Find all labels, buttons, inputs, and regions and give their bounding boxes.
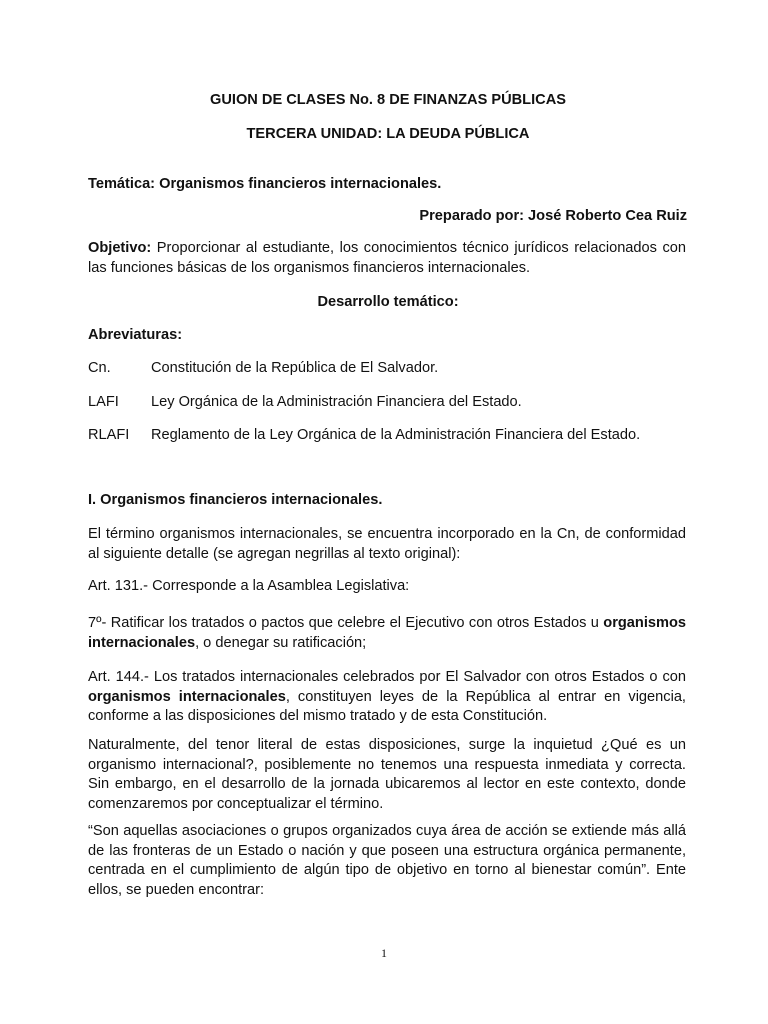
abbreviation-key: Cn.: [88, 360, 111, 376]
tematica-heading: Temática: Organismos financieros internacionales.: [88, 176, 442, 192]
abbreviation-row: [88, 393, 688, 413]
paragraph-definition-quote: “Son aquellas asociaciones o grupos organizados cuya área de acción se extiende más allá de las fronteras de un Estado o nación y que poseen una estructura orgánica permanente, centrada en el cumplimiento de algún tipo de objetivo en torno al bienestar común”. Ente ellos, se pueden encontrar:: [88, 823, 686, 898]
item-7-text-b: , o denegar su ratificación;: [195, 634, 367, 651]
art-144-text-b: , constituyen leyes de la República al entrar en vigencia, conforme a las disposiciones del mismo tratado y de esta Constitución.: [88, 688, 686, 724]
objetivo-paragraph: [88, 239, 686, 278]
section-1-heading: I. Organismos financieros internacionales.: [88, 492, 383, 508]
abbreviation-value: Reglamento de la Ley Orgánica de la Administración Financiera del Estado.: [151, 427, 641, 443]
objetivo-text: Proporcionar al estudiante, los conocimientos técnico jurídicos relacionados con las funciones básicas de los organismos financieros internacionales.: [88, 240, 686, 276]
art-131-line: Art. 131.- Corresponde a la Asamblea Legislativa:: [88, 578, 410, 594]
page-number: 1: [381, 946, 387, 960]
item-7-paragraph: [88, 614, 686, 653]
abbreviation-value: Constitución de la República de El Salvador.: [151, 360, 439, 376]
art-144-paragraph: [88, 668, 686, 727]
abbreviation-key: RLAFI: [88, 427, 130, 443]
abbreviation-row: [88, 359, 688, 379]
art-144-emphasis: organismos internacionales: [88, 688, 286, 705]
abreviaturas-heading: Abreviaturas:: [88, 327, 183, 343]
paragraph-naturalmente: Naturalmente, del tenor literal de estas disposiciones, surge la inquietud ¿Qué es un organismo internacional?, posiblemente no tenemos una respuesta inmediata y correcta. Sin embargo, en el desarrollo de la jornada ubicaremos al lector en este contexto, donde comenzaremos por conceptualizar el término.: [88, 737, 686, 812]
paragraph-termino: El término organismos internacionales, se encuentra incorporado en la Cn, de conformidad al siguiente detalle (se agregan negrillas al texto original):: [88, 526, 686, 562]
desarrollo-heading: Desarrollo temático:: [317, 294, 459, 310]
abbreviation-value: Ley Orgánica de la Administración Financiera del Estado.: [151, 394, 522, 410]
abbreviation-row: [88, 426, 688, 446]
objetivo-label: Objetivo:: [88, 240, 152, 256]
document-title: GUION DE CLASES No. 8 DE FINANZAS PÚBLICAS: [210, 92, 566, 108]
item-7-emphasis: organismos internacionales: [88, 615, 686, 651]
abbreviation-key: LAFI: [88, 394, 119, 410]
unit-heading: TERCERA UNIDAD: LA DEUDA PÚBLICA: [246, 126, 530, 142]
prepared-by: Preparado por: José Roberto Cea Ruiz: [419, 208, 687, 224]
item-7-text-a: 7º- Ratificar los tratados o pactos que celebre el Ejecutivo con otros Estados u: [88, 615, 604, 631]
art-144-text-a: Art. 144.- Los tratados internacionales celebrados por El Salvador con otros Estados o con: [88, 669, 686, 685]
